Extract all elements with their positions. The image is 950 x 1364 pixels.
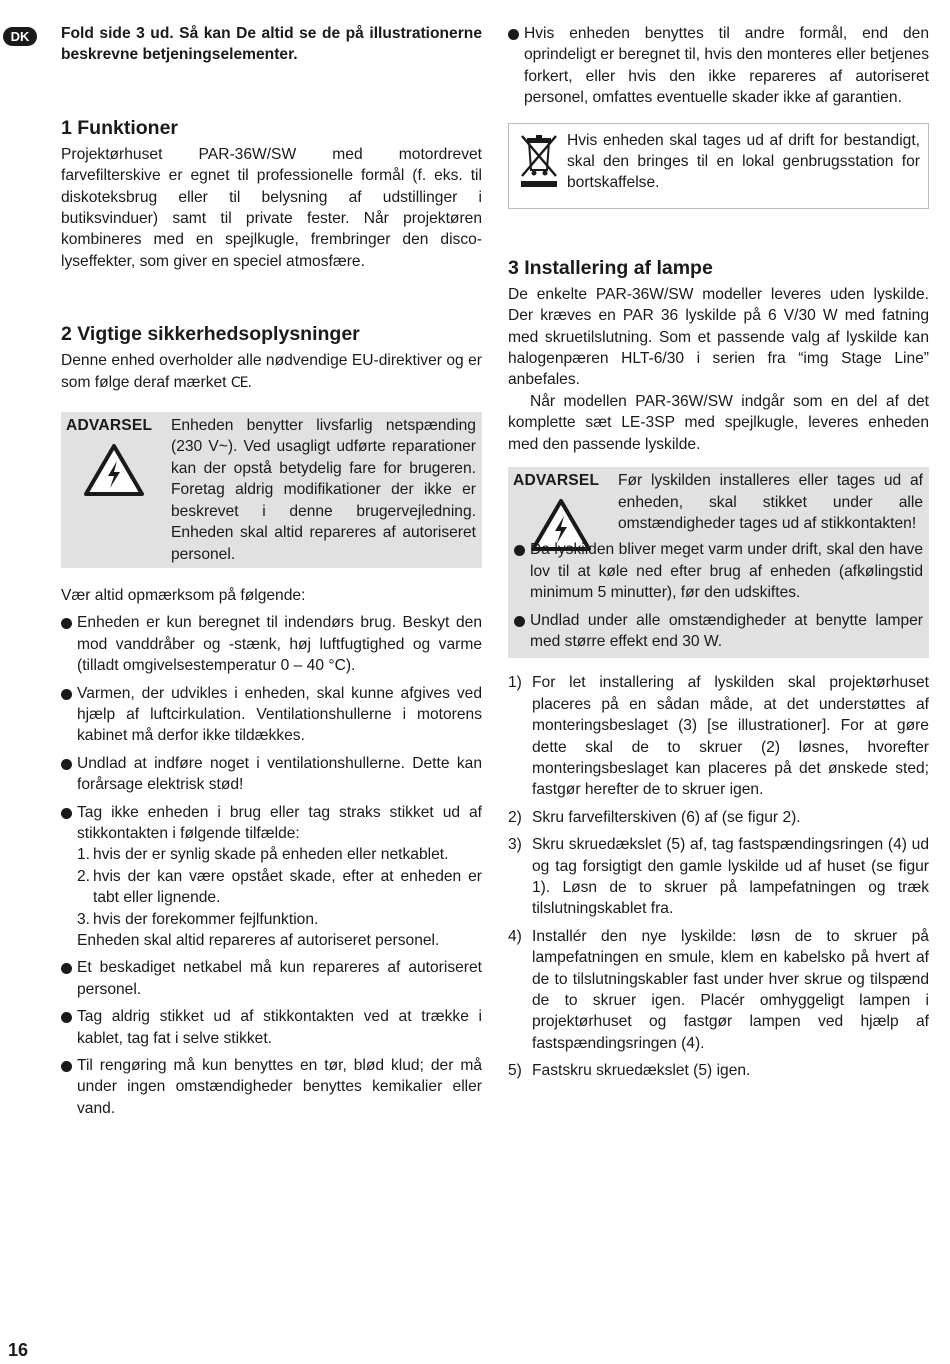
section-1-heading: 1 Funktioner [61, 116, 179, 139]
sub-item [77, 909, 482, 930]
sub-item-text: hvis der forekommer fejlfunktion. [93, 910, 319, 928]
step-item [508, 834, 929, 920]
lamp-bullets-box [508, 537, 929, 658]
step-number: 3) [508, 836, 522, 854]
step-number: 2) [508, 808, 522, 826]
high-voltage-warning-icon [83, 443, 145, 503]
sub-item [77, 844, 482, 865]
safety-bullet: Tag ikke enheden i brug eller tag straks stikket ud af stikkontakten i følgende tilfælde: [61, 802, 482, 845]
sub-item-number: 1. [77, 846, 91, 864]
step-text: For let installering af lyskilden skal projektørhuset placeres på en sådan måde, at det understøttes af monteringsbeslaget (3) [se illustrationer]. For at gøre dette skal de to skruer (2) løsnes, hvorefter monteringsbeslaget kan placeres på det ønskede sted; fastgør herefter de to skruer igen. [532, 674, 929, 799]
intro-text: Fold side 3 ud. Så kan De altid se de på illustrationerne beskrevne betjeningselementer. [61, 25, 482, 64]
step-text: Installér den nye lyskilde: løsn de to skruer på lampefatningen en smule, klem en kabelsko på hvert af de to tilslutningskabler fast under hver skrue og tilspænd de to skruer igen. Placér omhyggeligt lampen i projektørhuset og fastgør lampen ved hjælp af fastspændingsringen (4). [532, 927, 929, 1052]
section-3-heading: 3 Installering af lampe [508, 256, 713, 279]
section-2-heading: 2 Vigtige sikkerhedsoplysninger [61, 323, 360, 346]
warning-box-voltage [61, 412, 482, 568]
safety-bullet: Tag aldrig stikket ud af stikkontakten ved at trække i kablet, tag fat i selve stikket. [61, 1006, 482, 1049]
sub-item-number: 3. [77, 910, 91, 928]
step-number: 1) [508, 674, 522, 692]
disposal-text: Hvis enheden skal tages ud af drift for bestandigt, skal den bringes til en lokal genbrugsstation for bortskaffelse. [567, 131, 920, 192]
section-1-text: Projektørhuset PAR-36W/SW med motordrevet farvefilterskive er egnet til professionelle formål (f. eks. til diskoteksbrug eller til belysning af udstillinger i butiksvinduer) samt til private fester. Når projektøren kombineres med en spejlkugle, frembringer den disco-lyseffekter, som giver en speciel atmosfære. [61, 145, 482, 270]
language-badge: DK [3, 27, 37, 46]
step-item [508, 672, 929, 800]
step-item [508, 926, 929, 1054]
installation-steps [508, 672, 929, 1081]
ce-mark: CE. [230, 374, 251, 391]
warning-label: ADVARSEL [66, 417, 153, 435]
safety-bullet: Til rengøring må kun benyttes en tør, blød klud; der må under ingen omstændigheder benyttes kemikalier eller vand. [61, 1055, 482, 1119]
step-number: 4) [508, 927, 522, 945]
right-column [508, 23, 929, 1082]
sub-note: Enheden skal altid repareres af autoriseret personel. [77, 932, 440, 949]
step-item [508, 807, 929, 828]
disposal-box [508, 123, 929, 209]
attention-text: Vær altid opmærksom på følgende: [61, 586, 306, 604]
sub-item-text: hvis der er synlig skade på enheden eller netkablet. [93, 846, 449, 864]
step-text: Fastskru skruedækslet (5) igen. [532, 1062, 751, 1080]
step-text: Skru skruedækslet (5) af, tag fastspændingsringen (4) ud og tag forsigtigt den gamle lyskilde ud af huset (se figur 1). Løsn de to skruer på lampefatningen og træk tilslutningskablet fra. [532, 836, 929, 918]
sub-item [77, 866, 482, 909]
warning-text: Før lyskilden installeres eller tages ud af enheden, skal stikket under alle omstændigheder tages ud af stikkontakten! [618, 472, 923, 532]
step-number: 5) [508, 1062, 522, 1080]
lamp-bullet: Da lyskilden bliver meget varm under drift, skal den have lov til at køle ned efter brug af enheden (afkølingstid minimum 5 minutter), før den udskiftes. [514, 539, 923, 603]
safety-bullet-list [61, 612, 482, 1119]
warning-box-lamp [508, 467, 929, 537]
sub-item-text: hvis der kan være opstået skade, efter at enheden er tabt eller lignende. [93, 867, 482, 907]
warning-text: Enheden benytter livsfarlig netspænding (230 V~). Ved usagligt udførte reparationer kan der opstå betydelig fare for brugeren. Foretag aldrig modifikationer der ikke er beskrevet i denne brugervejledning. Enheden skal altid repareres af autoriseret personel. [171, 417, 476, 563]
step-text: Skru farvefilterskiven (6) af (se figur 2). [532, 808, 801, 826]
warning-label: ADVARSEL [513, 472, 600, 490]
section-2-text [61, 350, 482, 394]
safety-bullet: Et beskadiget netkabel må kun repareres af autoriseret personel. [61, 957, 482, 1000]
page-number: 16 [8, 1340, 29, 1360]
section-3-para-1: De enkelte PAR-36W/SW modeller leveres uden lyskilde. Der kræves en PAR 36 lyskilde på 6 V/30 W med fatning med skruetilslutning. Som et passende valg af lyskilde kan halogenpæren HLT-6/30 i serien fra “img Stage Line” anbefales. [508, 285, 929, 389]
crossed-out-wheelie-bin-icon [517, 130, 561, 196]
sub-list [61, 844, 482, 951]
warranty-bullet: Hvis enheden benyttes til andre formål, end den oprindeligt er beregnet til, hvis den monteres eller betjenes forkert, eller hvis den ikke repareres af autoriseret personel, omfattes eventuelle skader ikke af garantien. [508, 23, 929, 109]
safety-bullet: Undlad at indføre noget i ventilationshullerne. Dette kan forårsage elektrisk stød! [61, 753, 482, 796]
left-column [61, 23, 482, 1119]
ce-sentence: Denne enhed overholder alle nødvendige EU-direktiver og er som følge deraf mærket [61, 352, 482, 391]
safety-bullet: Varmen, der udvikles i enheden, skal kunne afgives ved hjælp af luftcirkulation. Ventilationshullerne i motorens kabinet må derfor ikke tildækkes. [61, 683, 482, 747]
lamp-bullet: Undlad under alle omstændigheder at benytte lamper med større effekt end 30 W. [514, 610, 923, 653]
section-3-para-2: Når modellen PAR-36W/SW indgår som en del af det komplette sæt LE-3SP med spejlkugle, leveres enheden med den passende lyskilde. [508, 392, 929, 453]
step-item [508, 1060, 929, 1081]
safety-bullet: Enheden er kun beregnet til indendørs brug. Beskyt den mod vanddråber og -stænk, høj luftfugtighed og varme (tilladt omgivelsestemperatur 0 – 40 °C). [61, 612, 482, 676]
sub-item-number: 2. [77, 867, 91, 885]
